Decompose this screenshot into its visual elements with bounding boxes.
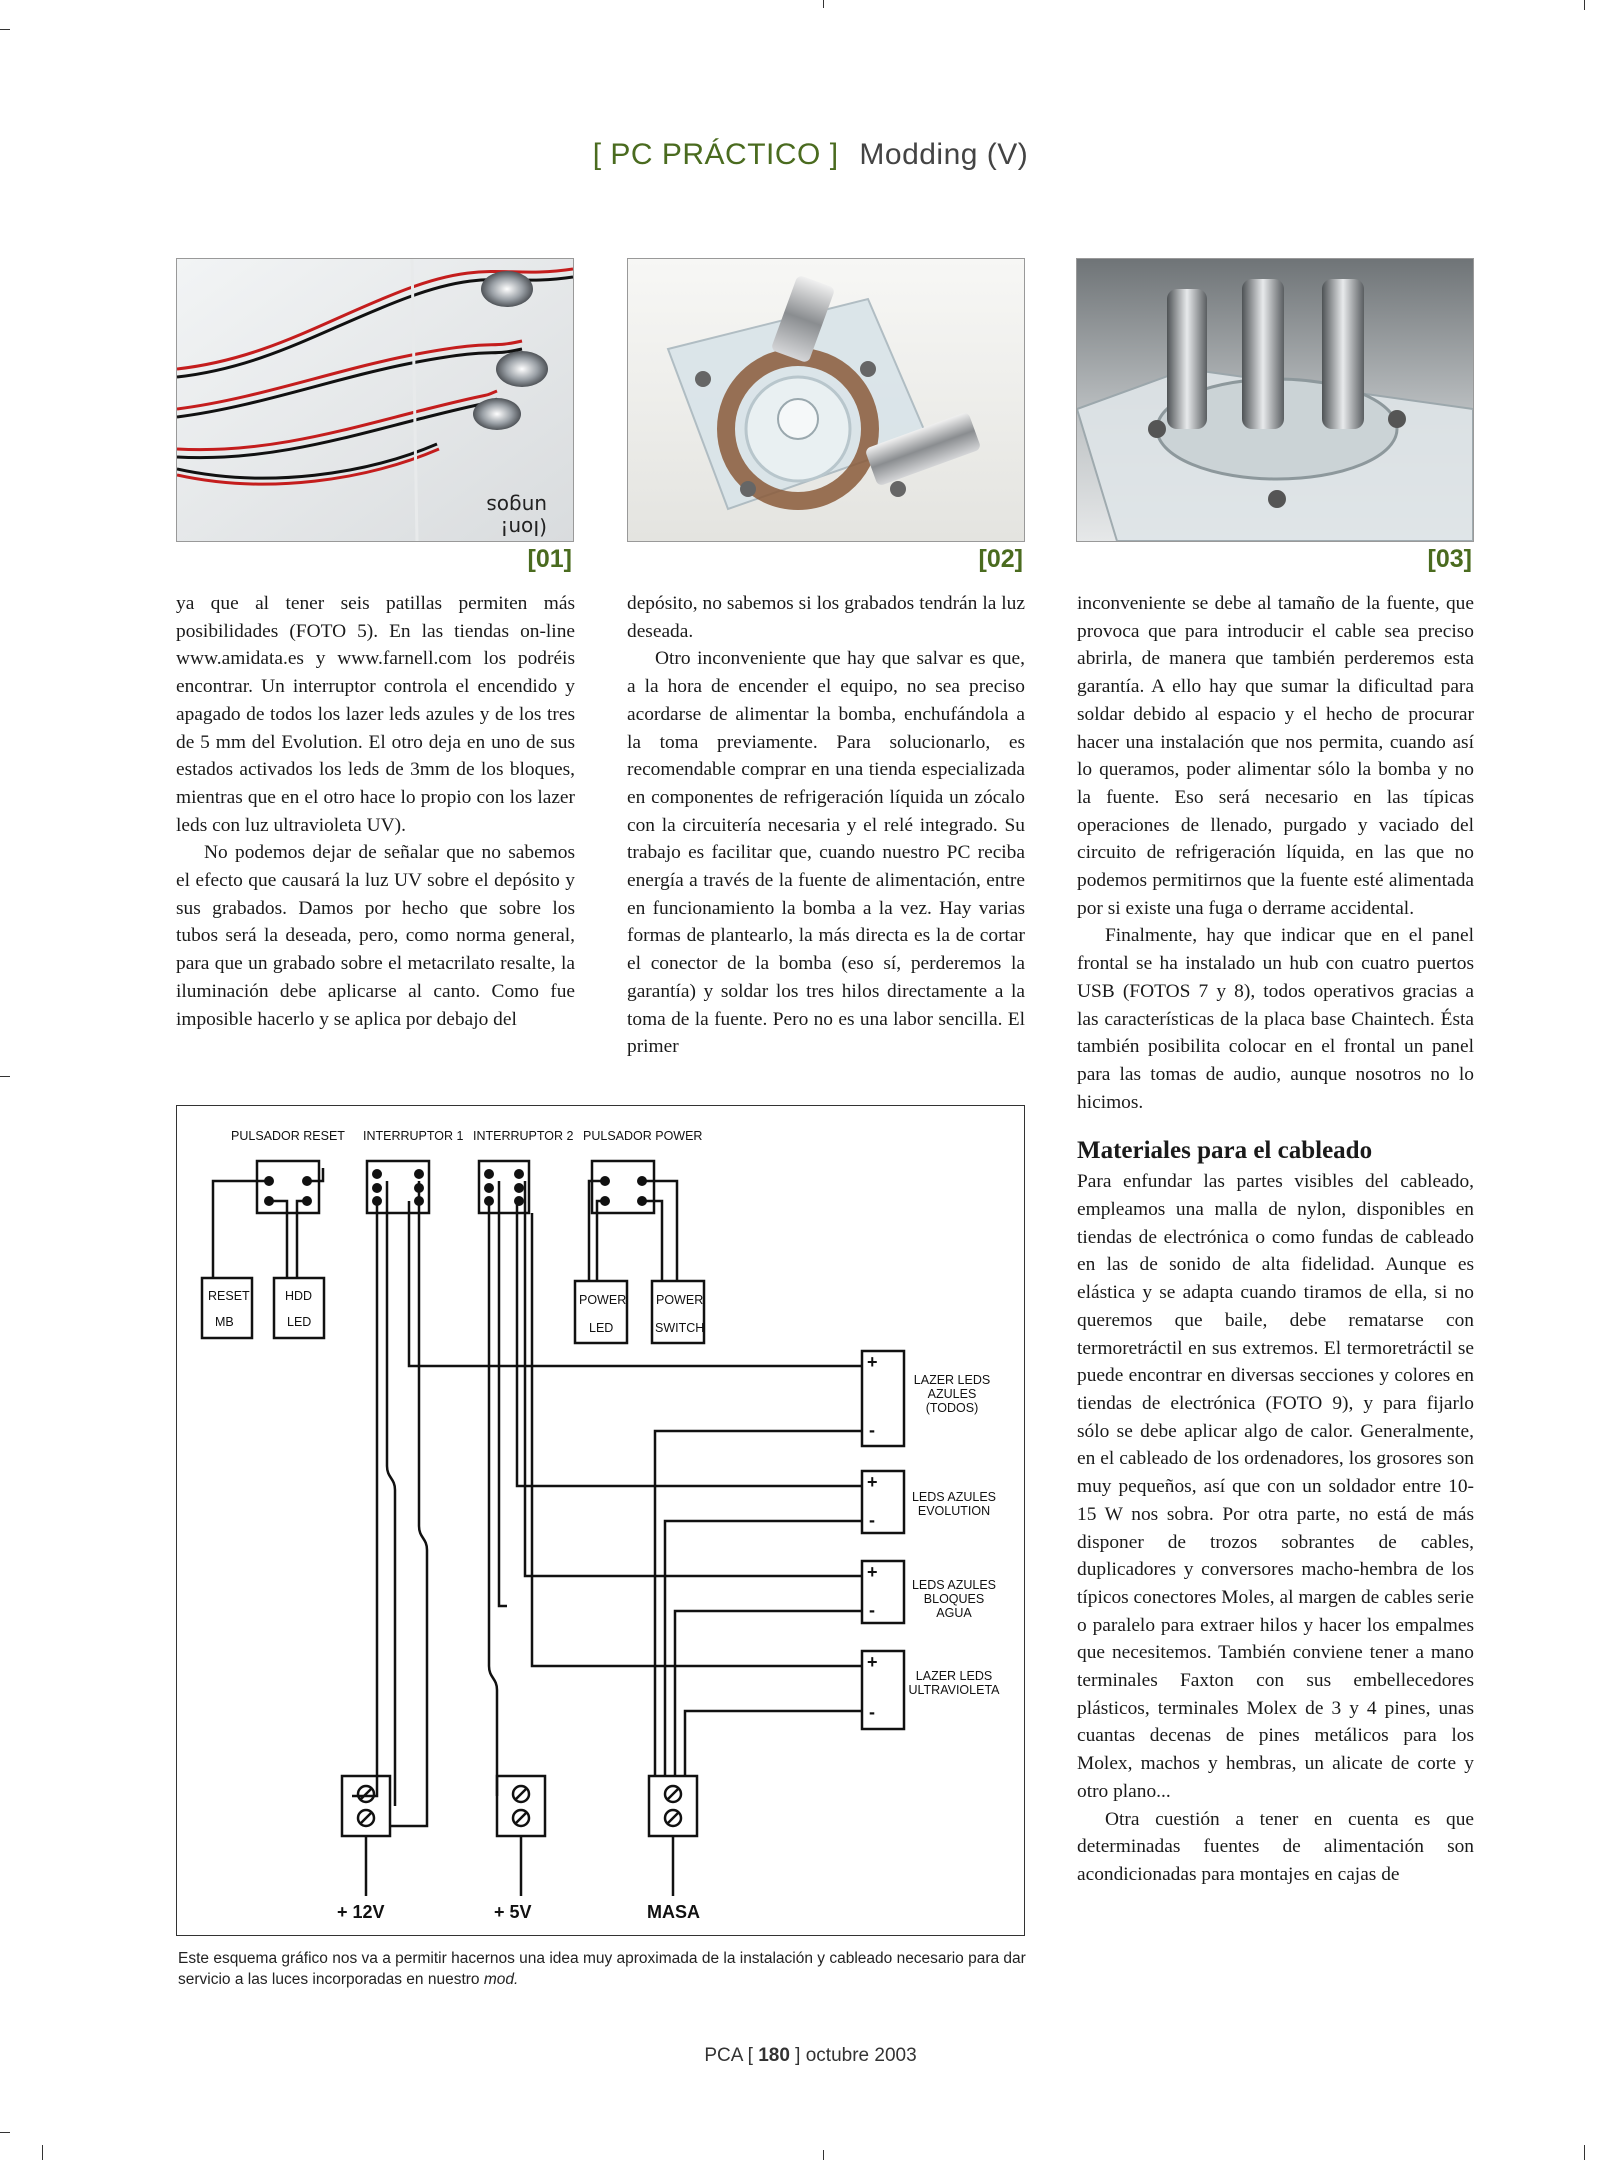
diagram-label: SWITCH <box>655 1321 705 1335</box>
diagram-label: AZULES <box>927 1387 977 1401</box>
diagram-label: LAZER LEDS <box>913 1373 991 1387</box>
paragraph: Para enfundar las partes visibles del cableado, empleamos una malla de nylon, disponibles en tiendas de electrónica o como fundas de cableado en las de sonido de alta fidelidad. Aunque es elástica y se adapta cuando tiramos de ella, si no queremos que baile, debe rematarse con termoretráctil en sus extremos. El termoretráctil se puede encontrar en diversas secciones y colores en tiendas de electrónica (FOTO 9), y para fijarlo sólo se debe aplicar algo de calor. Generalmente, en el cableado de los ordenadores, los grosores son muy pequeños, así que con un soldador entre 10-15 W nos sobra. Por otra parte, no está de más disponer de trozos sobrantes de cables, duplicadores y conversores macho-hembra de los típicos conectores Moles, al margen de cables serie o paralelo para extraer hilos y hacer los empalmes que necesitemos. También conviene tener a mano terminales Faxton con sus embellecedores plásticos, terminales Molex de 3 y 4 pines, unas cuantas decenas de pines metálicos para los Molex, machos y hembras, un alicate de corte y otro plano... <box>1077 1171 1475 1802</box>
diagram-label: POWER <box>656 1293 704 1307</box>
diagram-label: LED <box>287 1315 312 1329</box>
photo-02 <box>627 258 1025 542</box>
diagram-label: PULSADOR RESET <box>231 1129 345 1143</box>
caption-text: Este esquema gráfico nos va a permitir hacernos una idea muy aproximada de la instalación y cableado necesario para dar servicio a las luces incorporadas en nuestro <box>178 1950 1026 1988</box>
diagram-label: PULSADOR POWER <box>583 1129 703 1143</box>
diagram-label: INTERRUPTOR 1 <box>363 1129 464 1143</box>
page-footer <box>0 2045 1621 2067</box>
photo-number: [02] <box>978 545 1023 573</box>
diagram-label: LEDS AZULES <box>911 1490 997 1504</box>
text-column-3 <box>1077 590 1474 1889</box>
diagram-label: LAZER LEDS <box>915 1669 993 1683</box>
figure-caption <box>178 1948 1028 1990</box>
crop-mark <box>823 0 824 8</box>
section-label: [ PC PRÁCTICO ] <box>592 138 839 171</box>
diagram-label: POWER <box>579 1293 627 1307</box>
minus-sign: - <box>869 1420 875 1440</box>
diagram-label: EVOLUTION <box>917 1504 991 1518</box>
diagram-label: LEDS AZULES <box>911 1578 997 1592</box>
diagram-label: ULTRAVIOLETA <box>908 1683 1000 1697</box>
paragraph: ya que al tener seis patillas permiten más posibilidades (FOTO 5). En las tiendas on-line www.amidata.es y www.farnell.com los podréis encontrar. Un interruptor controla el encendido y apagado de todos los lazer leds azules y de los tres de 5 mm del Evolution. El otro deja en uno de sus estados activados los leds de 3mm de los bloques, mientras que en el otro hace lo propio con los lazer leds con luz ultravioleta UV). <box>176 593 575 836</box>
supply-label: + 5V <box>494 1902 532 1922</box>
diagram-label: MB <box>215 1315 234 1329</box>
section-heading: Materiales para el cableado <box>1077 1137 1373 1165</box>
footer-suffix: ] octubre 2003 <box>789 2045 917 2066</box>
plus-sign: + <box>867 1562 878 1582</box>
photo-01 <box>176 258 574 542</box>
crop-mark <box>0 2132 10 2133</box>
running-header <box>0 138 1621 172</box>
crop-mark <box>1584 0 1585 10</box>
text-column-2 <box>627 590 1025 1061</box>
page-number: 180 <box>758 2045 790 2066</box>
plus-sign: + <box>867 1352 878 1372</box>
minus-sign: - <box>869 1510 875 1530</box>
paragraph: No podemos dejar de señalar que no sabemos el efecto que causará la luz UV sobre el depósito y sus grabados. Damos por hecho que sobre los tubos será la deseada, pero, como norma general, para que un grabado sobre el metacrilato resalte, la iluminación debe aplicarse al canto. Como fue imposible hacerlo y se aplica por debajo del <box>176 842 575 1030</box>
diagram-label: LED <box>589 1321 614 1335</box>
crop-mark <box>42 2145 43 2160</box>
paragraph: inconveniente se debe al tamaño de la fuente, que provoca que para introducir el cable sea preciso abrirla, de manera que también perderemos esta garantía. A ello hay que sumar la dificultad para soldar debido al espacio y el hecho de procurar hacer una instalación que nos permita, cuando así lo queramos, poder alimentar sólo la bomba y no la fuente. Eso será necesario en las típicas operaciones de llenado, purgado y vaciado del circuito de refrigeración líquida, en las que no podemos permitirnos que la fuente esté alimentada por si existe una fuga o derrame accidental. <box>1077 593 1474 919</box>
photo-number: [03] <box>1427 545 1472 573</box>
paragraph: depósito, no sabemos si los grabados tendrán la luz deseada. <box>627 593 1025 642</box>
photo-03 <box>1076 258 1474 542</box>
paragraph: Otra cuestión a tener en cuenta es que determinadas fuentes de alimentación son acondicionadas para montajes en cajas de <box>1077 1808 1474 1885</box>
diagram-label: INTERRUPTOR 2 <box>473 1129 574 1143</box>
crop-mark <box>0 1076 10 1077</box>
paragraph: Finalmente, hay que indicar que en el panel frontal se ha instalado un hub con cuatro puertos USB (FOTOS 7 y 8), todos operativos gracias a las características de la placa base Chaintech. Ésta también posibilita colocar en el frontal un panel para las tomas de audio, aunque nosotros no lo hicimos. <box>1077 925 1474 1113</box>
plus-sign: + <box>867 1472 878 1492</box>
crop-mark <box>1584 2145 1585 2160</box>
caption-italic: mod. <box>483 1971 519 1988</box>
supply-label: + 12V <box>337 1902 385 1922</box>
photo-number: [01] <box>527 545 572 573</box>
photo-handwriting: (Ion! <box>500 516 547 540</box>
footer-prefix: PCA [ <box>704 2045 759 2066</box>
paragraph: Otro inconveniente que hay que salvar es que, a la hora de encender el equipo, no sea preciso acordarse de alimentar la bomba, enchufándola a la toma previamente. Para solucionarlo, es recomendable comprar en una tienda especializada en componentes de refrigeración líquida un zócalo con la circuitería necesaria y el relé integrado. Su trabajo es facilitar que, cuando nuestro PC reciba energía a través de la fuente de alimentación, entre en funcionamiento la bomba a la vez. Hay varias formas de plantearlo, la más directa es la de cortar el conector de la bomba (eso sí, perderemos la garantía) y soldar los tres hilos directamente a la toma de la fuente. Pero no es una labor sencilla. El primer <box>627 648 1025 1058</box>
plus-sign: + <box>867 1652 878 1672</box>
text-column-1 <box>176 590 575 1033</box>
wiring-diagram <box>176 1105 1025 1936</box>
diagram-label: (TODOS) <box>925 1401 979 1415</box>
minus-sign: - <box>869 1600 875 1620</box>
article-title: Modding (V) <box>859 138 1029 171</box>
minus-sign: - <box>869 1702 875 1722</box>
crop-mark <box>823 2150 824 2160</box>
supply-label: MASA <box>647 1902 700 1922</box>
diagram-label: AGUA <box>936 1606 972 1620</box>
diagram-label: HDD <box>285 1289 313 1303</box>
crop-mark <box>0 29 10 30</box>
diagram-label: BLOQUES <box>923 1592 985 1606</box>
diagram-label: RESET <box>208 1289 250 1303</box>
photo-handwriting: ungos <box>486 494 547 518</box>
